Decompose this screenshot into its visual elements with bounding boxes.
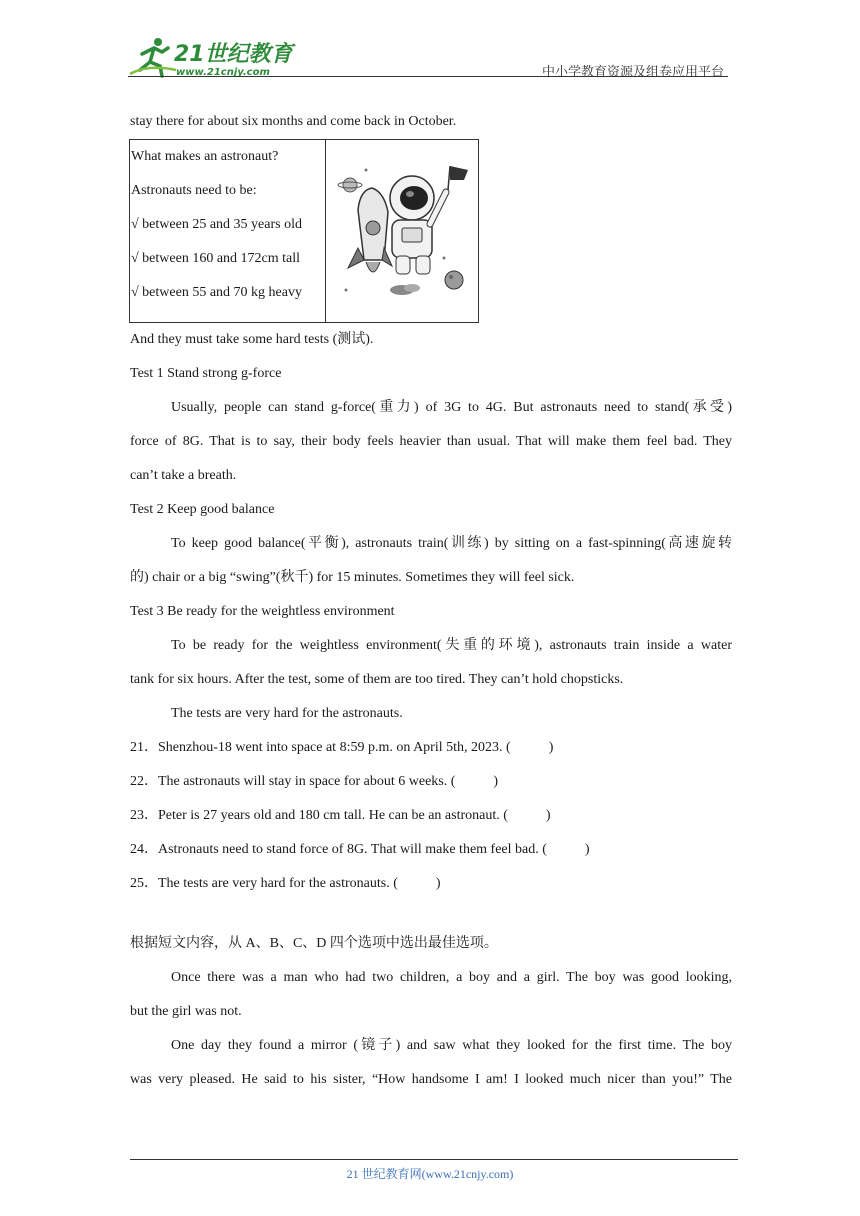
question-number: 21． <box>130 740 158 755</box>
question-item <box>130 799 732 833</box>
astronaut-requirements-box <box>129 139 479 323</box>
question-close: ) <box>584 842 590 857</box>
requirement-item: √ between 25 and 35 years old <box>131 217 302 232</box>
document-body <box>130 105 732 1097</box>
question-close: ) <box>435 876 441 891</box>
question-number: 23． <box>130 808 158 823</box>
paragraph-line: 的) chair or a big “swing”(秋千) for 15 minutes. Sometimes they will feel sick. <box>130 570 575 585</box>
paragraph-line: tank for six hours. After the test, some of them are too tired. They can’t hold chopsticks. <box>130 672 624 687</box>
page-footer: 21 世纪教育网(www.21cnjy.com) <box>346 1167 514 1181</box>
box-title: What makes an astronaut? <box>131 149 279 164</box>
test-heading: Test 1 Stand strong g-force <box>130 366 282 381</box>
astronaut-illustration <box>326 140 478 322</box>
test-heading: Test 2 Keep good balance <box>130 502 275 517</box>
question-text: The astronauts will stay in space for about 6 weeks. ( <box>158 774 456 789</box>
paragraph-line: And they must take some hard tests (测试). <box>130 332 374 347</box>
paragraph-line: One day they found a mirror (镜子) and saw what they looked for the first time. The boy <box>171 1038 732 1053</box>
question-item <box>130 867 732 901</box>
box-intro: Astronauts need to be: <box>131 183 257 198</box>
question-close: ) <box>493 774 499 789</box>
svg-text:www.21cnjy.com: www.21cnjy.com <box>176 67 270 78</box>
header-divider <box>128 76 728 77</box>
question-text: Astronauts need to stand force of 8G. That will make them feel bad. ( <box>158 842 547 857</box>
section-gap <box>130 901 732 927</box>
question-text: Shenzhou-18 went into space at 8:59 p.m. on April 5th, 2023. ( <box>158 740 511 755</box>
paragraph-line: To be ready for the weightless environment(失重的环境), astronauts train inside a water <box>171 638 732 653</box>
question-number: 22． <box>130 774 158 789</box>
question-item <box>130 833 732 867</box>
paragraph-line: but the girl was not. <box>130 1004 242 1019</box>
paragraph-line: Once there was a man who had two children, a boy and a girl. The boy was good looking, <box>171 970 732 985</box>
question-item <box>130 731 732 765</box>
paragraph-line: Usually, people can stand g-force(重力) of 3G to 4G. But astronauts need to stand(承受) <box>171 400 732 415</box>
paragraph-line: To keep good balance(平衡), astronauts train(训练) by sitting on a fast-spinning(高速旋转 <box>171 536 732 551</box>
question-number: 25． <box>130 876 158 891</box>
requirements-list <box>130 140 326 322</box>
section-instruction: 根据短文内容，从 A、B、C、D 四个选项中选出最佳选项。 <box>130 936 498 951</box>
question-text: The tests are very hard for the astronauts. ( <box>158 876 398 891</box>
site-tagline: 中小学教育资源及组卷应用平台 <box>541 64 724 79</box>
question-number: 24． <box>130 842 158 857</box>
question-close: ) <box>545 808 551 823</box>
requirement-item: √ between 55 and 70 kg heavy <box>131 285 302 300</box>
question-close: ) <box>548 740 554 755</box>
page-header <box>128 30 726 78</box>
requirement-item: √ between 160 and 172cm tall <box>131 251 301 266</box>
paragraph-line: was very pleased. He said to his sister, “How handsome I am! I looked much nicer than you!” The <box>130 1072 732 1087</box>
paragraph-line: The tests are very hard for the astronauts. <box>171 706 403 721</box>
paragraph-line: stay there for about six months and come back in October. <box>130 114 457 129</box>
test-heading: Test 3 Be ready for the weightless environment <box>130 604 395 619</box>
svg-text:21世纪教育: 21世纪教育 <box>174 42 293 67</box>
question-item <box>130 765 732 799</box>
question-text: Peter is 27 years old and 180 cm tall. He can be an astronaut. ( <box>158 808 508 823</box>
footer-divider <box>130 1159 738 1160</box>
site-logo <box>128 34 298 78</box>
paragraph-line: force of 8G. That is to say, their body feels heavier than usual. That will make them feel bad. They <box>130 434 732 449</box>
astronaut-rocket-icon <box>326 140 478 322</box>
paragraph-line: can’t take a breath. <box>130 468 237 483</box>
